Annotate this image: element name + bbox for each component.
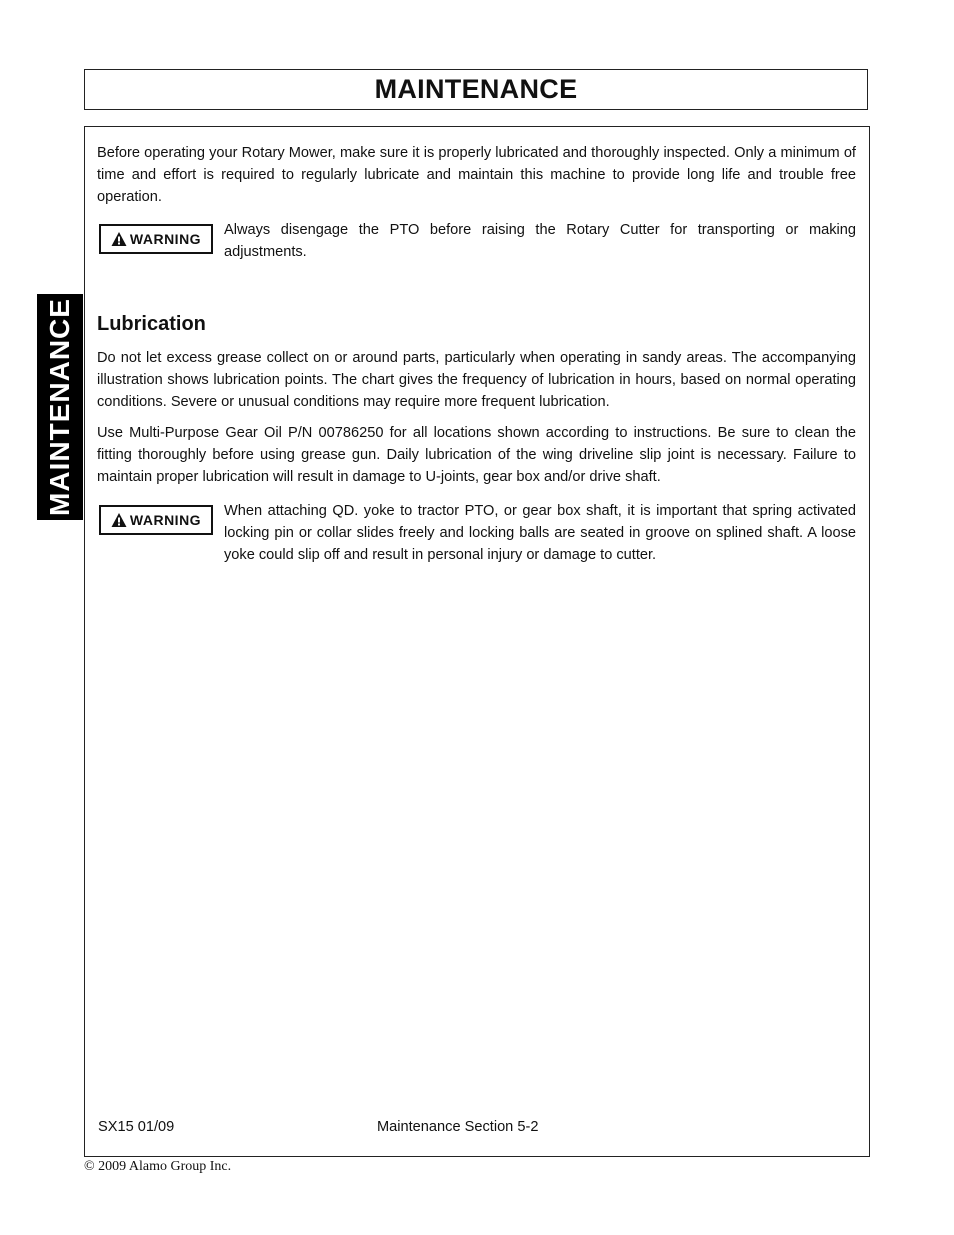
warning-badge (99, 505, 213, 535)
section-heading: Lubrication (97, 313, 206, 335)
warning-badge-label: WARNING (129, 231, 202, 247)
warning-badge (99, 224, 213, 254)
warning-triangle-icon (111, 231, 127, 247)
page-title-box (84, 69, 868, 110)
copyright: © 2009 Alamo Group Inc. (84, 1159, 232, 1174)
content-frame (84, 126, 870, 1157)
lubrication-paragraph-2: Use Multi-Purpose Gear Oil P/N 00786250 for all locations shown according to instructions. Be sure to clean the fitting thoroughly before using grease gun. Daily lubrication of the wing driveline slip joint is necessary. Failure to maintain proper lubrication will result in damage to U-joints, gear box and/or drive shaft. (97, 425, 856, 485)
footer-section: Maintenance Section 5-2 (377, 1119, 539, 1135)
intro-paragraph: Before operating your Rotary Mower, make sure it is properly lubricated and thoroughly inspected. Only a minimum of time and effort is required to regularly lubricate and maintain this machine to provide long life and trouble free operation. (97, 145, 856, 205)
warning-text: Always disengage the PTO before raising the Rotary Cutter for transporting or making adjustments. (224, 222, 856, 260)
side-tab-label: MAINTENANCE (44, 298, 76, 516)
lubrication-paragraph-1: Do not let excess grease collect on or around parts, particularly when operating in sandy areas. The accompanying illustration shows lubrication points. The chart gives the frequency of lubrication in hours, based on normal operating conditions. Severe or unusual conditions may require more frequent lubrication. (97, 350, 856, 410)
warning-text: When attaching QD. yoke to tractor PTO, or gear box shaft, it is important that spring activated locking pin or collar slides freely and locking balls are seated in groove on splined shaft. A loose yoke could slip off and result in personal injury or damage to cutter. (224, 503, 856, 563)
page-title: MAINTENANCE (374, 74, 578, 104)
warning-badge-label: WARNING (129, 512, 202, 528)
warning-triangle-icon (111, 512, 127, 528)
footer-model-date: SX15 01/09 (98, 1119, 175, 1135)
section-side-tab (37, 294, 83, 520)
